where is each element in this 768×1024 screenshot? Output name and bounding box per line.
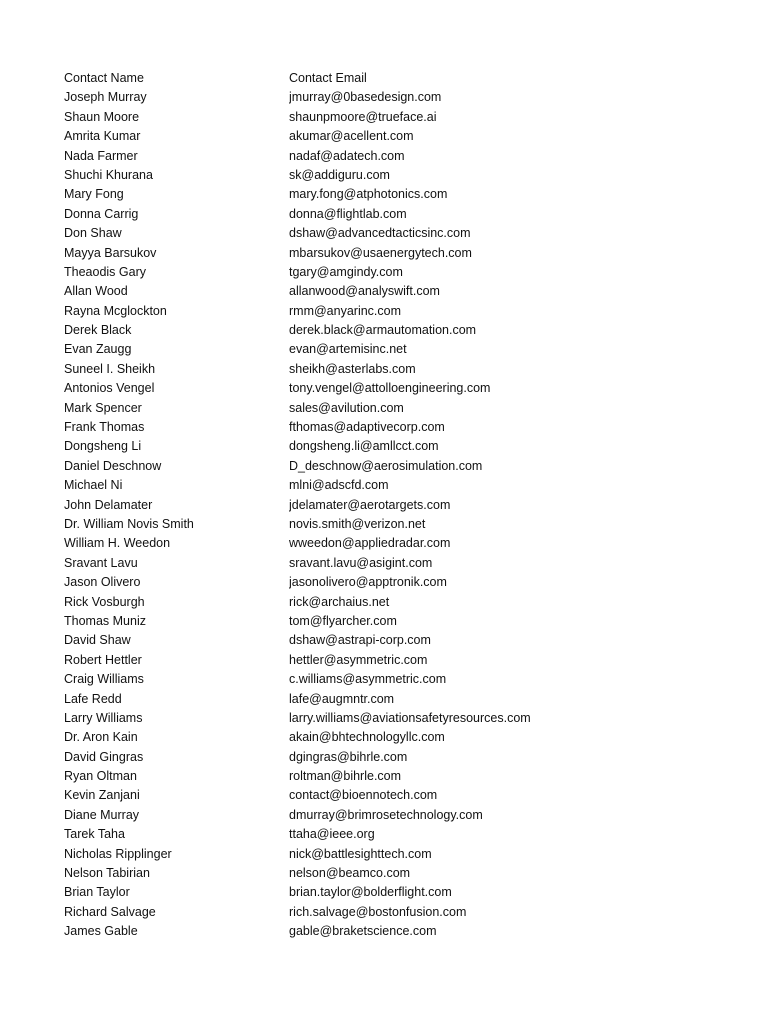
contact-name: David Shaw	[64, 633, 131, 648]
contact-name: Antonios Vengel	[64, 381, 155, 396]
contact-name: Dr. William Novis Smith	[64, 516, 194, 531]
contact-name: Tarek Taha	[64, 827, 125, 842]
contact-email: jasonolivero@apptronik.com	[289, 575, 447, 590]
contact-email: jmurray@0basedesign.com	[289, 90, 442, 105]
contact-row	[64, 845, 709, 864]
contact-email: dshaw@advancedtacticsinc.com	[289, 226, 471, 241]
contact-row	[64, 282, 709, 301]
contact-email: sheikh@asterlabs.com	[289, 361, 416, 376]
contact-name: Craig Williams	[64, 672, 144, 687]
contact-name: Mary Fong	[64, 187, 124, 202]
contact-email: dmurray@brimrosetechnology.com	[289, 807, 483, 822]
contact-name: Rayna Mcglockton	[64, 303, 167, 318]
contact-email: derek.black@armautomation.com	[289, 323, 477, 338]
contact-name: Michael Ni	[64, 478, 123, 493]
contact-name: Mayya Barsukov	[64, 245, 157, 260]
contact-name: Kevin Zanjani	[64, 788, 140, 803]
contact-email: mbarsukov@usaenergytech.com	[289, 245, 472, 260]
contact-email: mary.fong@atphotonics.com	[289, 187, 448, 202]
contact-email: fthomas@adaptivecorp.com	[289, 420, 445, 435]
contact-row	[64, 631, 709, 650]
contact-row	[64, 108, 709, 127]
contact-name: Donna Carrig	[64, 206, 139, 221]
contact-name: Larry Williams	[64, 710, 143, 725]
contact-name: Sravant Lavu	[64, 555, 138, 570]
contact-name: Thomas Muniz	[64, 613, 146, 628]
contact-row	[64, 903, 709, 922]
contact-name: William H. Weedon	[64, 536, 171, 551]
contact-email: sk@addiguru.com	[289, 167, 390, 182]
contact-name: Dongsheng Li	[64, 439, 142, 454]
contact-row	[64, 825, 709, 844]
contact-row	[64, 244, 709, 263]
contact-name: Theaodis Gary	[64, 264, 146, 279]
contact-email: evan@artemisinc.net	[289, 342, 407, 357]
contact-row	[64, 321, 709, 340]
contact-email: wweedon@appliedradar.com	[289, 536, 451, 551]
contact-email: ttaha@ieee.org	[289, 827, 375, 842]
contact-email: novis.smith@verizon.net	[289, 516, 426, 531]
contact-row	[64, 670, 709, 689]
contact-email: donna@flightlab.com	[289, 206, 407, 221]
contact-row	[64, 399, 709, 418]
contact-row	[64, 418, 709, 437]
contact-email: dgingras@bihrle.com	[289, 749, 408, 764]
column-header-contact-email: Contact Email	[289, 71, 367, 85]
contact-email: tgary@amgindy.com	[289, 264, 403, 279]
contact-name: Ryan Oltman	[64, 769, 137, 784]
contact-email: tony.vengel@attolloengineering.com	[289, 381, 491, 396]
contact-row	[64, 554, 709, 573]
contact-row	[64, 748, 709, 767]
contact-email: contact@bioennotech.com	[289, 788, 438, 803]
contact-row	[64, 767, 709, 786]
contact-row	[64, 534, 709, 553]
contact-name: Lafe Redd	[64, 691, 122, 706]
contact-email: roltman@bihrle.com	[289, 769, 402, 784]
contact-row	[64, 515, 709, 534]
contact-name: Dr. Aron Kain	[64, 730, 138, 745]
contact-email: rmm@anyarinc.com	[289, 303, 402, 318]
contact-row	[64, 205, 709, 224]
contact-row	[64, 476, 709, 495]
contact-row	[64, 185, 709, 204]
contact-name: Suneel I. Sheikh	[64, 361, 156, 376]
contact-name: David Gingras	[64, 749, 144, 764]
contact-email: nelson@beamco.com	[289, 866, 411, 881]
contact-name: Daniel Deschnow	[64, 458, 162, 473]
contact-name: Allan Wood	[64, 284, 128, 299]
contact-email: shaunpmoore@trueface.ai	[289, 109, 437, 124]
contact-email: nadaf@adatech.com	[289, 148, 405, 163]
contact-name: Derek Black	[64, 323, 132, 338]
contact-row	[64, 883, 709, 902]
contact-row	[64, 166, 709, 185]
contact-email: sravant.lavu@asigint.com	[289, 555, 433, 570]
contact-row	[64, 593, 709, 612]
contact-row	[64, 360, 709, 379]
contact-name: Evan Zaugg	[64, 342, 132, 357]
contact-name: Nada Farmer	[64, 148, 138, 163]
contact-email: sales@avilution.com	[289, 400, 404, 415]
contact-row	[64, 496, 709, 515]
contact-name: Nelson Tabirian	[64, 866, 150, 881]
contact-name: Diane Murray	[64, 807, 140, 822]
contact-row	[64, 127, 709, 146]
contact-email: rich.salvage@bostonfusion.com	[289, 904, 467, 919]
contact-name: Rick Vosburgh	[64, 594, 145, 609]
contact-row	[64, 612, 709, 631]
contact-row	[64, 88, 709, 107]
contact-email: hettler@asymmetric.com	[289, 652, 428, 667]
contact-email: akumar@acellent.com	[289, 129, 414, 144]
contact-name: Joseph Murray	[64, 90, 147, 105]
header-row	[64, 69, 709, 88]
contact-email: tom@flyarcher.com	[289, 613, 397, 628]
contact-name: Frank Thomas	[64, 420, 145, 435]
contact-email: dongsheng.li@amllcct.com	[289, 439, 439, 454]
contact-email: c.williams@asymmetric.com	[289, 672, 447, 687]
contact-name: Robert Hettler	[64, 652, 142, 667]
contact-email: lafe@augmntr.com	[289, 691, 395, 706]
contact-name: Nicholas Ripplinger	[64, 846, 172, 861]
contact-row	[64, 864, 709, 883]
contact-email: gable@braketscience.com	[289, 924, 437, 939]
contact-name: Mark Spencer	[64, 400, 142, 415]
contact-row	[64, 786, 709, 805]
contact-email: nick@battlesighttech.com	[289, 846, 432, 861]
contact-row	[64, 806, 709, 825]
contact-name: Brian Taylor	[64, 885, 130, 900]
contact-email: larry.williams@aviationsafetyresources.com	[289, 710, 531, 725]
contact-name: James Gable	[64, 924, 138, 939]
contact-name: John Delamater	[64, 497, 153, 512]
contact-row	[64, 709, 709, 728]
contact-row	[64, 263, 709, 282]
contact-row	[64, 147, 709, 166]
contact-name: Don Shaw	[64, 226, 122, 241]
contact-row	[64, 437, 709, 456]
contact-email: D_deschnow@aerosimulation.com	[289, 458, 483, 473]
contact-row	[64, 340, 709, 359]
contact-name: Shaun Moore	[64, 109, 140, 124]
contact-name: Jason Olivero	[64, 575, 141, 590]
contact-email: jdelamater@aerotargets.com	[289, 497, 451, 512]
contact-row	[64, 651, 709, 670]
contact-row	[64, 573, 709, 592]
contact-row	[64, 457, 709, 476]
contact-table	[64, 69, 709, 942]
contact-row	[64, 690, 709, 709]
contact-name: Shuchi Khurana	[64, 167, 153, 182]
contact-name: Amrita Kumar	[64, 129, 141, 144]
contact-email: dshaw@astrapi-corp.com	[289, 633, 431, 648]
contact-row	[64, 728, 709, 747]
contact-row	[64, 302, 709, 321]
contact-row	[64, 379, 709, 398]
contact-name: Richard Salvage	[64, 904, 156, 919]
contact-email: rick@archaius.net	[289, 594, 390, 609]
contact-email: mlni@adscfd.com	[289, 478, 389, 493]
contact-row	[64, 224, 709, 243]
contact-email: akain@bhtechnologyllc.com	[289, 730, 445, 745]
contact-email: brian.taylor@bolderflight.com	[289, 885, 452, 900]
column-header-contact-name: Contact Name	[64, 71, 144, 85]
contact-row	[64, 922, 709, 941]
contact-email: allanwood@analyswift.com	[289, 284, 440, 299]
